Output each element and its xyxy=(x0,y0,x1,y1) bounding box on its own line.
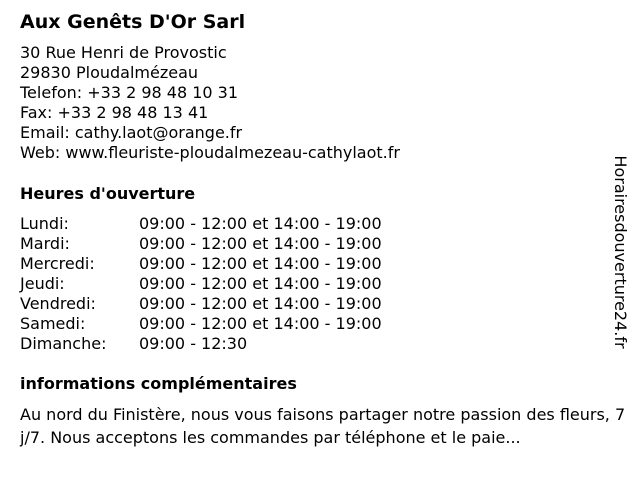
hours-row-friday xyxy=(20,294,382,314)
day-label: Dimanche: xyxy=(20,334,107,353)
day-label: Jeudi: xyxy=(20,274,65,293)
hours-row-wednesday xyxy=(20,254,382,274)
time-range: 09:00 - 12:00 et 14:00 - 19:00 xyxy=(139,294,382,313)
day-label: Vendredi: xyxy=(20,294,96,313)
day-label: Samedi: xyxy=(20,314,86,333)
time-range: 09:00 - 12:00 et 14:00 - 19:00 xyxy=(139,274,382,293)
side-watermark-label: Horairesdouverture24.fr xyxy=(611,155,630,349)
time-range: 09:00 - 12:00 et 14:00 - 19:00 xyxy=(139,314,382,333)
phone-number: Telefon: +33 2 98 48 10 31 xyxy=(20,83,239,102)
fax-number: Fax: +33 2 98 48 13 41 xyxy=(20,103,209,122)
hours-row-sunday xyxy=(20,334,382,354)
hours-row-monday xyxy=(20,214,382,234)
day-label: Lundi: xyxy=(20,214,69,233)
hours-row-thursday xyxy=(20,274,382,294)
website: Web: www.fleuriste-ploudalmezeau-cathylaot.fr xyxy=(20,143,400,162)
time-range: 09:00 - 12:30 xyxy=(139,334,248,353)
contact-block xyxy=(20,43,400,163)
street-address: 30 Rue Henri de Provostic xyxy=(20,43,227,62)
hours-row-tuesday xyxy=(20,234,382,254)
day-label: Mercredi: xyxy=(20,254,95,273)
time-range: 09:00 - 12:00 et 14:00 - 19:00 xyxy=(139,234,382,253)
info-heading: informations complémentaires xyxy=(20,374,297,393)
time-range: 09:00 - 12:00 et 14:00 - 19:00 xyxy=(139,214,382,233)
email-address: Email: cathy.laot@orange.fr xyxy=(20,123,243,142)
hours-table xyxy=(20,214,382,354)
business-name: Aux Genêts D'Or Sarl xyxy=(20,11,246,33)
info-description: Au nord du Finistère, nous vous faisons partager notre passion des fleurs, 7j/7. Nous acceptons les commandes par téléphone et le paie... xyxy=(20,405,626,447)
time-range: 09:00 - 12:00 et 14:00 - 19:00 xyxy=(139,254,382,273)
hours-row-saturday xyxy=(20,314,382,334)
day-label: Mardi: xyxy=(20,234,70,253)
city-address: 29830 Ploudalmézeau xyxy=(20,63,199,82)
hours-heading: Heures d'ouverture xyxy=(20,184,196,203)
